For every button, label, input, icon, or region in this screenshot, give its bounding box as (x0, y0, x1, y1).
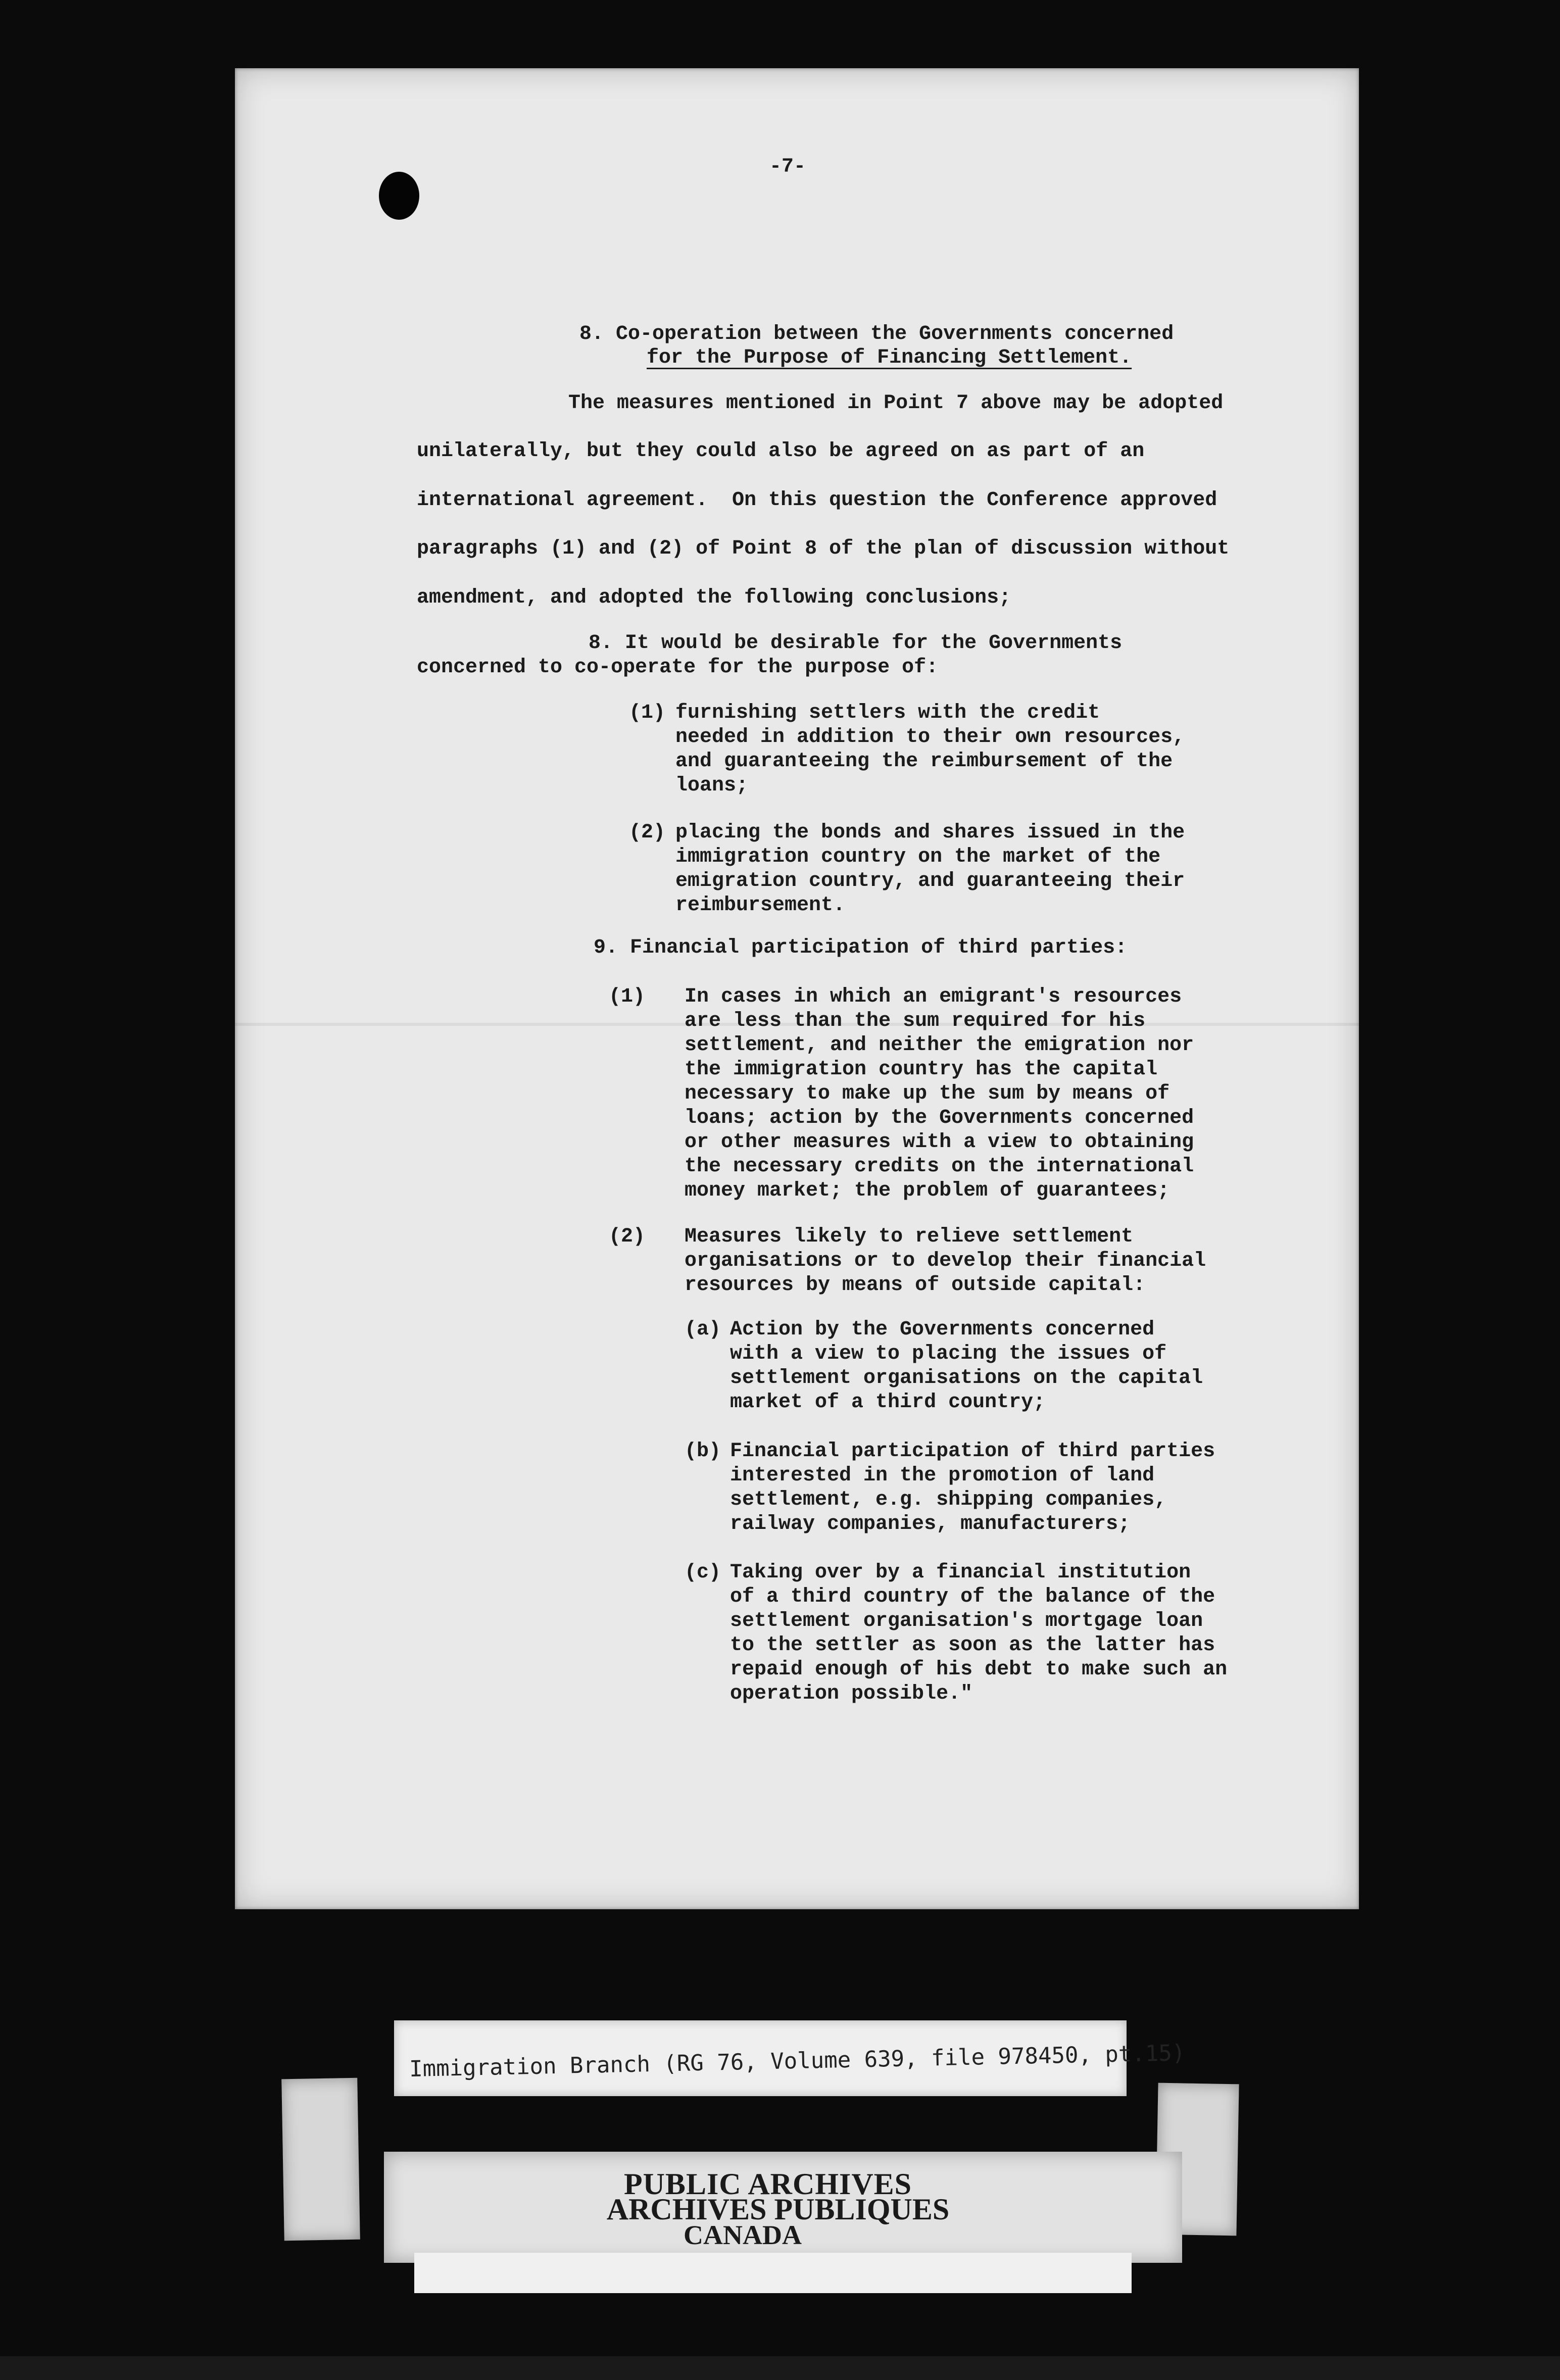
section-9-heading: 9. Financial participation of third parties: (594, 936, 1128, 959)
stamp-line: CANADA (684, 2220, 802, 2250)
subitem-number: (a) (685, 1318, 721, 1341)
item-line: loans; action by the Governments concerned (685, 1107, 1194, 1129)
item-line: loans; (675, 774, 749, 797)
section-8-heading-line1: 8. Co-operation between the Governments concerned (579, 323, 1174, 345)
item-line: Measures likely to relieve settlement (685, 1225, 1134, 1248)
subitem-line: railway companies, manufacturers; (730, 1513, 1131, 1535)
intro-line: unilaterally, but they could also be agreed on as part of an (417, 440, 1145, 463)
item-line: immigration country on the market of the (675, 846, 1161, 868)
item-line: the necessary credits on the international (685, 1155, 1194, 1178)
archive-stamp (384, 2152, 1182, 2263)
item-line: settlement, and neither the emigration nor (685, 1034, 1194, 1057)
film-edge (0, 2356, 1560, 2380)
item-number: (1) (629, 702, 666, 724)
stamp-line: ARCHIVES PUBLIQUES (606, 2193, 950, 2226)
intro-line: international agreement. On this question the Conference approved (417, 489, 1217, 512)
item-number: (2) (629, 821, 666, 844)
intro-line: paragraphs (1) and (2) of Point 8 of the plan of discussion without (417, 537, 1230, 560)
subitem-line: Financial participation of third parties (730, 1440, 1215, 1463)
archive-reference: Immigration Branch (RG 76, Volume 639, file 978450, pt.15) (409, 2040, 1186, 2082)
item-line: needed in addition to their own resources, (675, 726, 1185, 749)
item-line: money market; the problem of guarantees; (685, 1179, 1170, 1202)
stamp-line: PUBLIC ARCHIVES (623, 2167, 912, 2201)
intro-line: amendment, and adopted the following conclusions; (417, 586, 1011, 609)
tape-left (281, 2078, 360, 2241)
page-number: -7- (769, 156, 806, 178)
subitem-line: settlement organisations on the capital (730, 1367, 1203, 1390)
item-line: or other measures with a view to obtaining (685, 1131, 1194, 1154)
item-line: resources by means of outside capital: (685, 1274, 1146, 1297)
subitem-line: of a third country of the balance of the (730, 1585, 1215, 1608)
subitem-line: settlement, e.g. shipping companies, (730, 1489, 1167, 1511)
subitem-number: (b) (685, 1440, 721, 1463)
punch-hole (379, 172, 419, 220)
item-line: are less than the sum required for his (685, 1010, 1146, 1032)
item-line: the immigration country has the capital (685, 1058, 1158, 1081)
subitem-line: settlement organisation's mortgage loan (730, 1610, 1203, 1632)
subitem-number: (c) (685, 1561, 721, 1584)
item-line: and guaranteeing the reimbursement of the (675, 750, 1173, 773)
item-line: reimbursement. (675, 894, 846, 917)
subitem-line: market of a third country; (730, 1391, 1046, 1414)
item-line: In cases in which an emigrant's resources (685, 985, 1182, 1008)
item-number: (1) (609, 985, 646, 1008)
archive-reference-card (394, 2020, 1186, 2096)
subitem-line: operation possible." (730, 1682, 973, 1705)
item-line: placing the bonds and shares issued in the (675, 821, 1185, 844)
section-8-heading-line2: for the Purpose of Financing Settlement. (647, 346, 1132, 369)
subitem-line: Taking over by a financial institution (730, 1561, 1191, 1584)
subitem-line: to the settler as soon as the latter has (730, 1634, 1215, 1657)
label-backing-strip (414, 2253, 1132, 2293)
item-line: organisations or to develop their financial (685, 1250, 1206, 1272)
document-page (235, 68, 1359, 1909)
intro-line: The measures mentioned in Point 7 above may be adopted (568, 392, 1224, 415)
item-line: furnishing settlers with the credit (675, 702, 1100, 724)
conclusion-8-line: concerned to co-operate for the purpose of: (417, 656, 939, 679)
item-line: necessary to make up the sum by means of (685, 1082, 1170, 1105)
subitem-line: Action by the Governments concerned (730, 1318, 1155, 1341)
item-line: emigration country, and guaranteeing their (675, 870, 1185, 893)
item-number: (2) (609, 1225, 646, 1248)
subitem-line: repaid enough of his debt to make such an (730, 1658, 1228, 1681)
subitem-line: with a view to placing the issues of (730, 1343, 1167, 1365)
subitem-line: interested in the promotion of land (730, 1464, 1155, 1487)
conclusion-8-line: 8. It would be desirable for the Governments (589, 632, 1123, 655)
